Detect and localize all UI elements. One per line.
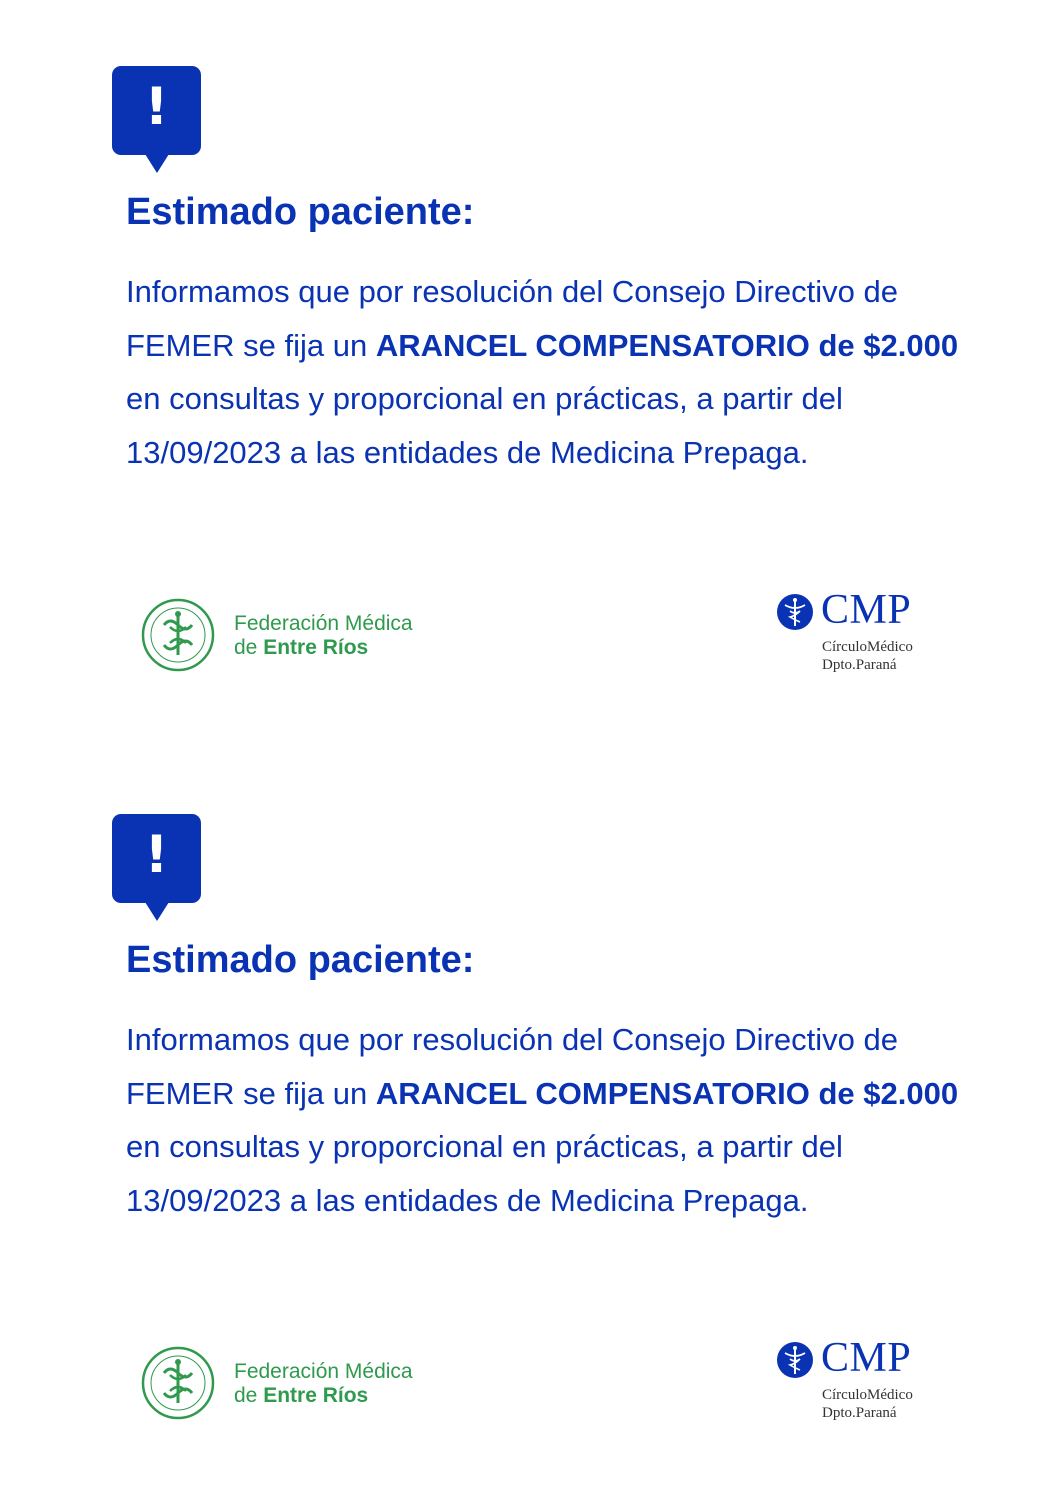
cmp-sub2: Dpto.Paraná	[822, 1405, 897, 1421]
heading: Estimado paciente:	[126, 939, 475, 981]
cmp-title: CMP	[821, 1335, 912, 1381]
alert-mark: !	[144, 825, 169, 885]
cmp-caduceus-icon	[776, 1341, 814, 1379]
body-text	[126, 265, 976, 479]
femer-line1: Federación Médica	[234, 1360, 413, 1383]
cmp-sub2: Dpto.Paraná	[822, 657, 897, 673]
cmp-subtitle	[822, 1386, 913, 1422]
body-text-part2: en consultas y proporcional en prácticas, a partir del 13/09/2023 a las entidades de Medicina Prepaga.	[126, 381, 843, 470]
femer-line2	[234, 1384, 413, 1408]
femer-line2-bold: Entre Ríos	[263, 636, 369, 659]
body-text-part1: Informamos que por resolución del Consejo Directivo de FEMER se fija un	[126, 1022, 898, 1111]
alert-bubble-icon	[112, 814, 201, 903]
femer-seal-icon	[140, 597, 216, 673]
femer-logo	[140, 597, 440, 673]
body-text-part1: Informamos que por resolución del Consejo Directivo de FEMER se fija un	[126, 274, 898, 363]
cmp-sub1: CírculoMédico	[822, 1387, 913, 1403]
cmp-logo	[776, 588, 956, 680]
body-text	[126, 1013, 976, 1227]
femer-line2	[234, 636, 413, 660]
alert-bubble-icon	[112, 66, 201, 155]
body-text-bold: ARANCEL COMPENSATORIO de $2.000	[375, 1075, 959, 1111]
body-text-bold: ARANCEL COMPENSATORIO de $2.000	[375, 327, 959, 363]
femer-name	[234, 612, 413, 660]
cmp-title: CMP	[821, 587, 912, 633]
femer-line1: Federación Médica	[234, 612, 413, 635]
femer-logo	[140, 1345, 440, 1421]
heading: Estimado paciente:	[126, 191, 475, 233]
body-text-part2: en consultas y proporcional en prácticas, a partir del 13/09/2023 a las entidades de Medicina Prepaga.	[126, 1129, 843, 1218]
femer-seal-icon	[140, 1345, 216, 1421]
cmp-caduceus-icon	[776, 593, 814, 631]
notice-1	[0, 0, 1058, 748]
cmp-logo	[776, 1336, 956, 1428]
femer-name	[234, 1360, 413, 1408]
notice-2	[0, 748, 1058, 1496]
femer-line2-bold: Entre Ríos	[263, 1384, 369, 1407]
femer-line2-pre: de	[234, 636, 264, 659]
cmp-subtitle	[822, 638, 913, 674]
cmp-sub1: CírculoMédico	[822, 639, 913, 655]
alert-mark: !	[144, 77, 169, 137]
femer-line2-pre: de	[234, 1384, 264, 1407]
